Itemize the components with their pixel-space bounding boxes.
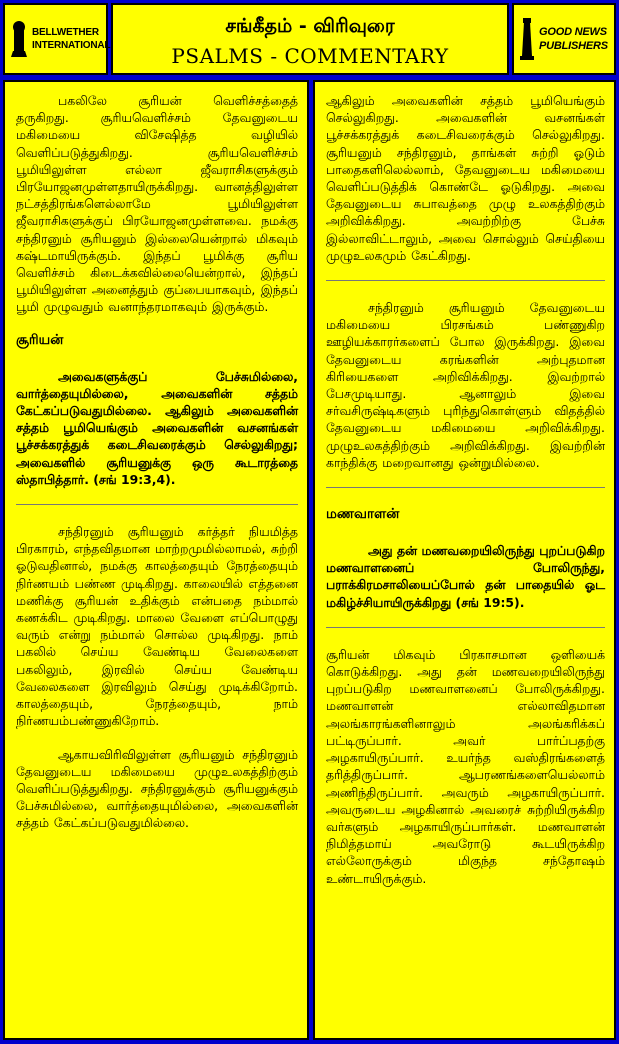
good-news-logo: [512, 3, 616, 75]
right-column: [313, 80, 616, 1040]
paragraph: ஆகாயவிரிவிலுள்ள சூரியனும் சந்திரனும் தேவனுடைய மகிமையை முழுஉலகத்திற்கும் வெளிப்படுத்துகிறது. சந்திரனுக்கும் சூரியனுக்கும் பேச்சுமில்லை, வார்த்தையுமில்லை, அவைகளின் சத்தம் கேட்கப்படுவதுமில்லை.: [16, 746, 298, 831]
divider: [326, 280, 605, 281]
scripture-quote: அது தன் மணவறையிலிருந்து புறப்படுகிற மணவாளனைப் போலிருந்து, பராக்கிரமசாலியைப்போல் தன் பாதையில் ஓட மகிழ்ச்சியாயிருக்கிறது (சங் 19:5).: [326, 543, 605, 610]
logo-right-line1: GOOD NEWS: [539, 26, 607, 38]
left-column: [3, 80, 309, 1040]
paragraph: பகலிலே சூரியன் வெளிச்சத்தைத் தருகிறது. சூரியவெளிச்சம் தேவனுடைய மகிமையை விசேஷித்த வழியில் வெளிப்படுத்துகிறது. சூரியவெளிச்சம் பூமியிலுள்ள எல்லா ஜீவராசிகளுக்கும் பிரயோஜனமுள்ளதாயிருக்கிறது. வானத்திலுள்ள நட்சத்திரங்களெல்லாமே பூமியிலுள்ள ஜீவராசிகளுக்குப் பிரயோஜனமுள்ளவை. நமக்கு சந்திரனும் சூரியனும் இல்லையென்றால் மிகவும் கஷ்டமாயிருக்கும். இந்தப் பூமிக்கு சூரிய வெளிச்சம் கிடைக்கவில்லையென்றால், இந்தப் பூமியிலுள்ள அனைத்தும் குப்பையாகவும், இந்தப் பூமி முழுவதும் வனாந்தரமாகவும் இருக்கும்.: [16, 93, 298, 315]
divider: [326, 487, 605, 488]
paragraph: சூரியன் மிகவும் பிரகாசமான ஒளியைக் கொடுக்கிறது. அது தன் மணவறையிலிருந்து புறப்படுகிற மணவாளனைப் போலிருக்கிறது. மணவாளன் எல்லாவிதமான அலங்காரங்களினாலும் அலங்கரிக்கப் பட்டிருப்பார். அவர் பார்ப்பதற்கு அழகாயிருப்பார். உயர்ந்த வஸ்திரங்களைத் தரித்திருப்பார். ஆபரணங்களையெல்லாம் அணிந்திருப்பார். அவரும் அழகாயிருப்பார். அவருடைய அழகினால் அவரைச் சுற்றியிருக்கிற வர்களும் அழகாயிருப்பார்கள். மணவாளன் நிமித்தமாய் அவரோடு கூடயிருக்கிற எல்லோருக்கும் மிகுந்த சந்தோஷம் உண்டாயிருக்கும்.: [326, 646, 605, 886]
title-english: PSALMS - COMMENTARY: [171, 44, 449, 68]
paragraph: சந்திரனும் சூரியனும் கர்த்தர் நியமித்த பிரகாரம், எந்தவிதமான மாற்றமுமில்லாமல், சுற்றி ஓடுவதினால், நமக்கு காலத்தையும் நேரத்தையும் நிர்ணயம் பண்ண முடிகிறது. காலையில் எத்தனை மணிக்கு சூரியன் உதிக்கும் என்பதை நம்மால் கணக்கிட முடிகிறது. மாலை வேளை எப்பொழுது வரும் என்று நம்மால் சொல்ல முடிகிறது. நாம் பகலில் செய்ய வேண்டிய வேலைகளை பகலிலும், இரவில் செய்ய வேண்டிய வேலைகளை இரவிலும் செய்து முடிக்கிறோம். காலத்தையும், நேரத்தையும், நாம் நிர்ணயம்பண்ணுகிறோம்.: [16, 524, 298, 729]
section-heading-bridegroom: மணவாளன்: [326, 506, 400, 523]
logo-right-line2: PUBLISHERS: [539, 40, 608, 52]
logo-left-line1: BELLWETHER: [32, 27, 99, 38]
title-tamil: சங்கீதம் - விரிவுரை: [225, 15, 395, 37]
bellwether-logo: [3, 3, 111, 75]
page-header: [111, 3, 509, 75]
divider: [16, 504, 298, 505]
paragraph: ஆகிலும் அவைகளின் சத்தம் பூமியெங்கும் செல்லுகிறது. அவைகளின் வசனங்கள் பூச்சக்கரத்துக் கடைசிவரைக்கும் செல்லுகிறது. சூரியனும் சந்திரனும், தாங்கள் சுற்றி ஓடும் பாதைகளிலெல்லாம், தேவனுடைய மகிமையை வெளிப்படுத்திக் கொண்டே ஓடுகிறது. அவை தேவனுடைய சுபாவத்தை முழு உலகத்திற்கும் அறிவிக்கிறது. அவற்றிற்கு பேச்சு இல்லாவிட்டாலும், அவை சொல்லும் செய்தியை முழுஉலகமும் கேட்கிறது.: [326, 93, 605, 263]
ram-icon: [9, 19, 29, 59]
section-heading-sun: சூரியன்: [16, 331, 64, 348]
paragraph: சந்திரனும் சூரியனும் தேவனுடைய மகிமையை பிரசங்கம் பண்ணுகிற ஊழியக்காரர்களைப் போல இருக்கிறது. இவை தேவனுடைய கரங்களின் அற்புதமான கிரியைகளை அறிவிக்கிறது. இவற்றால் பேசமுடியாது. ஆனாலும் இவை சர்வசிருஷ்டிகளும் புரிந்துகொள்ளும் விதத்தில் தேவனுடைய மகிமையை அறிவிக்கிறது. முழுஉலகத்திற்கும் அறிவிக்கிறது. இவற்றின் காந்திக்கு மறைவானது ஒன்றுமில்லை.: [326, 300, 605, 470]
divider: [326, 627, 605, 628]
logo-left-line2: INTERNATIONAL: [32, 40, 111, 51]
scripture-quote: அவைகளுக்குப் பேச்சுமில்லை, வார்த்தையுமில்லை, அவைகளின் சத்தம் கேட்கப்படுவதுமில்லை. ஆகிலும் அவைகளின் சத்தம் பூமியெங்கும் அவைகளின் வசனங்கள் பூச்சக்கரத்துக் கடைசிவரைக்கும் செல்லுகிறது; அவைகளில் சூரியனுக்கு ஒரு கூடாரத்தை ஸ்தாபித்தார். (சங் 19:3,4).: [16, 368, 298, 487]
lighthouse-icon: [518, 18, 536, 60]
